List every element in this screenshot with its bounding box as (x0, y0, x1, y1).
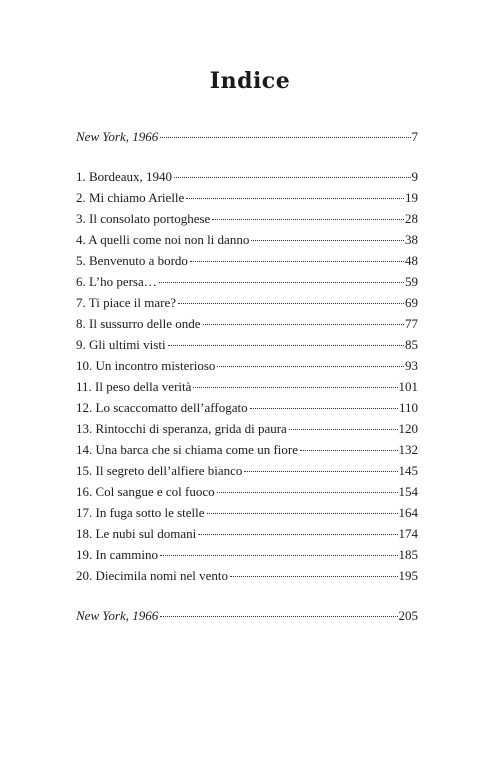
toc-entry-page: 38 (405, 232, 418, 247)
toc-entry-label: 20. Diecimila nomi nel vento (76, 568, 228, 583)
toc-entry-label: 10. Un incontro misterioso (76, 358, 216, 373)
toc-entry-chapter (76, 292, 418, 313)
toc-entry-chapter (76, 313, 418, 334)
toc-entry-page: 174 (398, 526, 418, 541)
toc-entry-label: 7. Ti piace il mare? (76, 295, 177, 310)
toc-entry-chapter (76, 397, 418, 418)
toc-entry-label: 5. Benvenuto a bordo (76, 253, 188, 268)
toc-entry-label: 3. Il consolato portoghese (76, 211, 211, 226)
toc-entry-page: 9 (411, 169, 418, 184)
chapter-list (76, 166, 418, 586)
toc-entry-label: 6. L’ho persa… (76, 274, 157, 289)
toc-entry-chapter (76, 502, 418, 523)
toc-entry-chapter (76, 271, 418, 292)
toc-entry-label: 17. In fuga sotto le stelle (76, 505, 205, 520)
toc-entry-page: 19 (405, 190, 418, 205)
toc-entry-chapter (76, 544, 418, 565)
toc-entry-epilogue (76, 605, 418, 626)
toc-entry-chapter (76, 355, 418, 376)
table-of-contents (76, 126, 418, 626)
toc-entry-page: 205 (398, 608, 418, 623)
toc-entry-label: 18. Le nubi sul domani (76, 526, 197, 541)
toc-entry-page: 85 (405, 337, 418, 352)
dot-leader (160, 615, 397, 617)
toc-entry-page: 77 (405, 316, 418, 331)
dot-leader (212, 218, 404, 220)
toc-entry-chapter (76, 460, 418, 481)
dot-leader (193, 386, 397, 388)
toc-entry-page: 154 (398, 484, 418, 499)
toc-entry-page: 59 (405, 274, 418, 289)
toc-entry-label: 16. Col sangue e col fuoco (76, 484, 215, 499)
toc-entry-chapter (76, 166, 418, 187)
toc-entry-page: 132 (398, 442, 418, 457)
toc-entry-label: 8. Il sussurro delle onde (76, 316, 201, 331)
toc-entry-page: 110 (398, 400, 418, 415)
dot-leader (178, 302, 404, 304)
toc-entry-page: 195 (398, 568, 418, 583)
page-title: Indice (209, 68, 291, 94)
toc-entry-page: 48 (405, 253, 418, 268)
dot-leader (190, 260, 404, 262)
toc-entry-label: 19. In cammino (76, 547, 158, 562)
toc-entry-chapter (76, 376, 418, 397)
toc-entry-label: 1. Bordeaux, 1940 (76, 169, 173, 184)
toc-entry-label: 11. Il peso della verità (76, 379, 192, 394)
dot-leader (251, 239, 404, 241)
toc-entry-label: 2. Mi chiamo Arielle (76, 190, 185, 205)
dot-leader (186, 197, 404, 199)
dot-leader (160, 554, 398, 556)
toc-entry-chapter (76, 523, 418, 544)
dot-leader (289, 428, 398, 430)
toc-entry-chapter (76, 481, 418, 502)
toc-entry-page: 7 (411, 129, 418, 144)
toc-entry-chapter (76, 229, 418, 250)
dot-leader (250, 407, 398, 409)
toc-entry-chapter (76, 565, 418, 586)
toc-entry-label: 13. Rintocchi di speranza, grida di paura (76, 421, 287, 436)
toc-entry-chapter (76, 334, 418, 355)
toc-entry-page: 120 (398, 421, 418, 436)
toc-entry-page: 93 (405, 358, 418, 373)
dot-leader (300, 449, 398, 451)
toc-entry-page: 185 (398, 547, 418, 562)
toc-entry-page: 164 (398, 505, 418, 520)
toc-entry-page: 101 (398, 379, 418, 394)
dot-leader (160, 136, 410, 138)
dot-leader (217, 491, 398, 493)
toc-entry-page: 145 (398, 463, 418, 478)
dot-leader (207, 512, 398, 514)
toc-entry-label: New York, 1966 (76, 608, 159, 623)
toc-entry-label: 15. Il segreto dell’alfiere bianco (76, 463, 243, 478)
toc-entry-chapter (76, 418, 418, 439)
toc-entry-label: 4. A quelli come noi non li danno (76, 232, 250, 247)
dot-leader (203, 323, 404, 325)
dot-leader (159, 281, 404, 283)
toc-entry-label: New York, 1966 (76, 129, 159, 144)
toc-entry-chapter (76, 187, 418, 208)
toc-entry-label: 9. Gli ultimi visti (76, 337, 166, 352)
dot-leader (230, 575, 398, 577)
dot-leader (244, 470, 397, 472)
toc-entry-label: 12. Lo scaccomatto dell’affogato (76, 400, 248, 415)
toc-entry-chapter (76, 439, 418, 460)
dot-leader (168, 344, 404, 346)
dot-leader (217, 365, 404, 367)
toc-entry-page: 28 (405, 211, 418, 226)
dot-leader (174, 176, 410, 178)
toc-entry-chapter (76, 250, 418, 271)
toc-entry-chapter (76, 208, 418, 229)
toc-entry-page: 69 (405, 295, 418, 310)
toc-entry-label: 14. Una barca che si chiama come un fiore (76, 442, 298, 457)
dot-leader (198, 533, 397, 535)
toc-entry-prologue (76, 126, 418, 147)
